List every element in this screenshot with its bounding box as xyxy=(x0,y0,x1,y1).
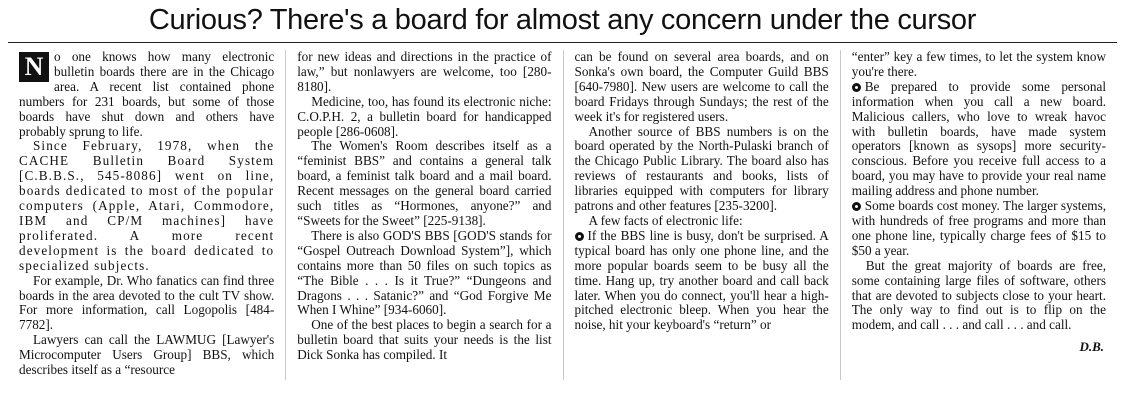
article-column-2 xyxy=(285,50,562,380)
paragraph: Medicine, too, has found its electronic niche: C.O.P.H. 2, a bulletin board for handicapped people [286-0608]. xyxy=(297,93,552,139)
article-column-1 xyxy=(8,50,285,380)
article-columns xyxy=(8,50,1117,380)
paragraph: There is also GOD'S BBS [GOD'S stands for “Gospel Outreach Download System”], which contains more than 50 files on such topics as “The Bible . . . Is it True?” “Dungeons and Dragons . . . Satanic?” and “God Forgive Me When I Whine” [934-6060]. xyxy=(297,227,552,318)
paragraph: for new ideas and directions in the practice of law,” but nonlawyers are welcome, too [280-8180]. xyxy=(297,49,552,94)
bullet-paragraph xyxy=(852,199,1106,259)
paragraph: can be found on several area boards, and on Sonka's own board, the Computer Guild BBS [640-7980]. New users are welcome to call the board Fridays through Sundays; the rest of the week it's for registered users. xyxy=(574,49,829,124)
bullet-paragraph xyxy=(852,80,1106,199)
paragraph: Another source of BBS numbers is on the board operated by the North-Pulaski branch of the Chicago Public Library. The board also has reviews of restaurants and books, lists of libraries equipped with computers for library patrons and other features [235-3200]. xyxy=(574,123,829,214)
paragraph: One of the best places to begin a search for a bulletin board that suits your needs is the list Dick Sonka has compiled. It xyxy=(297,317,552,363)
paragraph: Lawyers can call the LAWMUG [Lawyer's Microcomputer Users Group] BBS, which describes itself as a “resource xyxy=(19,332,275,378)
paragraph: But the great majority of boards are free, some containing large files of software, others that are devoted to subjects close to your heart. The only way to find out is to flip on the modem, and call . . . and call . . . and call. xyxy=(851,257,1106,333)
bullet-icon xyxy=(575,232,584,241)
paragraph-text: Some boards cost money. The larger systems, with hundreds of free programs and more than one phone line, typically charge fees of $15 to $50 a year. xyxy=(851,198,1106,258)
paragraph: Since February, 1978, when the CACHE Bulletin Board System [C.B.B.S., 545-8086] went on line, boards dedicated to most of the popular computers (Apple, Atari, Commodore, IBM and CP/M machines] have proliferated. A more recent development is the board dedicated to specialized subjects. xyxy=(19,138,275,273)
page-title: Curious? There's a board for almost any concern under the cursor xyxy=(148,4,977,36)
paragraph-text: Be prepared to provide some personal information when you call a new board. Malicious callers, who love to wreak havoc with bulletin boards, have made system operators [known as sysops] more security-conscious. Before you receive full access to a board, you may have to provide your real name mailing address and phone number. xyxy=(851,78,1106,199)
paragraph: For example, Dr. Who fanatics can find three boards in the area devoted to the cult TV show. For more information, call Logopolis [484-7782]. xyxy=(19,272,275,333)
paragraph: The Women's Room describes itself as a “feminist BBS” and contains a general talk board, a feminist talk board and a mail board. Recent messages on the general board carried such titles as “Hormones, anyone?” and “Sweets for the Sweet” [225-9138]. xyxy=(297,138,552,228)
bullet-paragraph xyxy=(575,229,829,333)
bullet-icon xyxy=(852,202,861,211)
paragraph: “enter” key a few times, to let the system know you're there. xyxy=(851,49,1106,79)
paragraph xyxy=(19,50,274,139)
article-column-4 xyxy=(840,50,1117,380)
paragraph-text: o one knows how many electronic bulletin boards there are in the Chicago area. A recent list contained phone numbers for 231 boards, but some of those boards have shut down and others have probably sprung to life. xyxy=(19,49,275,139)
byline-initials: D.B. xyxy=(1079,339,1104,355)
article-column-3 xyxy=(563,50,840,380)
bullet-icon xyxy=(852,83,861,92)
paragraph-text: If the BBS line is busy, don't be surprised. A typical board has only one phone line, and the more popular boards seem to be busy all the time. Hang up, try another board and call back later. When you do connect, you'll hear a high-pitched electronic bleep. When you hear the noise, hit your keyboard's “return” or xyxy=(574,227,829,333)
headline-divider xyxy=(8,42,1117,43)
drop-cap: N xyxy=(19,52,49,82)
paragraph: A few facts of electronic life: xyxy=(588,212,743,228)
